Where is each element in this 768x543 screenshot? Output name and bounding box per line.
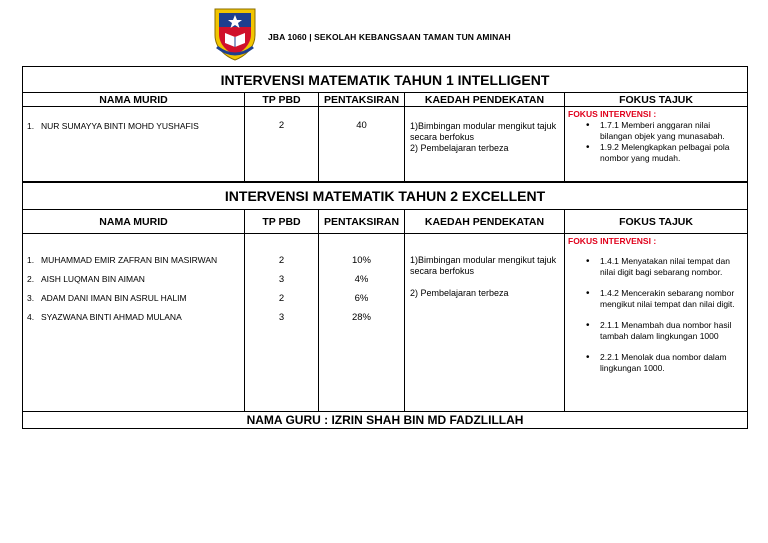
section1-kaedah xyxy=(405,107,565,182)
kaedah-item: 1)Bimbingan modular mengikut tajuk secara berfokus xyxy=(410,255,557,276)
fokus-item: • 1.4.2 Mencerakin sebarang nombor mengikut nilai tempat dan nilai digit. xyxy=(586,288,743,310)
intervention-sheet xyxy=(22,66,747,430)
section2-title: INTERVENSI MATEMATIK TAHUN 2 EXCELLENT xyxy=(23,182,748,210)
col-kaedah: KAEDAH PENDEKATAN xyxy=(405,93,565,107)
tp-value: 3 xyxy=(278,274,285,285)
school-name: JBA 1060 | SEKOLAH KEBANGSAAN TAMAN TUN AMINAH xyxy=(268,32,511,42)
section2-column-headers xyxy=(23,210,748,234)
col-pentaksiran: PENTAKSIRAN xyxy=(319,93,405,107)
section2-student-names xyxy=(23,234,245,412)
col-nama-murid: NAMA MURID xyxy=(23,93,245,107)
tp-value: 2 xyxy=(278,293,285,304)
score-value: 4% xyxy=(354,274,369,285)
student-item: 1. NUR SUMAYYA BINTI MOHD YUSHAFIS xyxy=(27,121,199,131)
document-header xyxy=(0,0,768,66)
school-crest-logo-icon xyxy=(211,5,259,61)
fokus-item: • 2.2.1 Menolak dua nombor dalam lingkungan 1000. xyxy=(586,352,743,374)
fokus-heading: FOKUS INTERVENSI : xyxy=(568,109,657,119)
fokus-item: • 1.7.1 Memberi anggaran nilai bilangan objek yang munasabah. xyxy=(586,120,743,142)
fokus-heading: FOKUS INTERVENSI : xyxy=(568,236,657,246)
col-nama-murid: NAMA MURID xyxy=(23,210,245,234)
section1-body xyxy=(23,107,748,182)
section2-body xyxy=(23,234,748,412)
intervention-table xyxy=(22,66,748,429)
section2-tp xyxy=(245,234,319,412)
fokus-item: • 1.4.1 Menyatakan nilai tempat dan nilai digit bagi sebarang nombor. xyxy=(586,256,743,278)
score-value: 28% xyxy=(351,312,371,323)
kaedah-item: 1)Bimbingan modular mengikut tajuk secara berfokus xyxy=(410,121,557,142)
teacher-name: NAMA GURU : IZRIN SHAH BIN MD FADZLILLAH xyxy=(23,412,748,429)
section1-tp: 2 xyxy=(245,107,319,182)
student-item: 4. SYAZWANA BINTI AHMAD MULANA xyxy=(27,312,182,322)
student-name: ADAM DANI IMAN BIN ASRUL HALIM xyxy=(41,293,187,303)
col-tp-pbd: TP PBD xyxy=(245,93,319,107)
tp-value: 2 xyxy=(278,255,285,266)
student-name: NUR SUMAYYA BINTI MOHD YUSHAFIS xyxy=(41,121,199,131)
section1-score: 40 xyxy=(319,107,405,182)
student-name: MUHAMMAD EMIR ZAFRAN BIN MASIRWAN xyxy=(41,255,218,265)
student-item: 3. ADAM DANI IMAN BIN ASRUL HALIM xyxy=(27,293,187,303)
col-tp-pbd: TP PBD xyxy=(245,210,319,234)
student-name: SYAZWANA BINTI AHMAD MULANA xyxy=(41,312,182,322)
col-kaedah: KAEDAH PENDEKATAN xyxy=(405,210,565,234)
section1-fokus xyxy=(565,107,748,182)
col-fokus: FOKUS TAJUK xyxy=(565,93,748,107)
kaedah-item: 2) Pembelajaran terbeza xyxy=(410,143,509,153)
fokus-item: • 2.1.1 Menambah dua nombor hasil tambah dalam lingkungan 1000 xyxy=(586,320,743,342)
col-fokus: FOKUS TAJUK xyxy=(565,210,748,234)
section2-score xyxy=(319,234,405,412)
col-pentaksiran: PENTAKSIRAN xyxy=(319,210,405,234)
student-name: AISH LUQMAN BIN AIMAN xyxy=(41,274,145,284)
section2-fokus xyxy=(565,234,748,412)
section1-student-names xyxy=(23,107,245,182)
tp-value: 3 xyxy=(278,312,285,323)
score-value: 10% xyxy=(351,255,371,266)
kaedah-item: 2) Pembelajaran terbeza xyxy=(410,288,509,298)
fokus-item: • 1.9.2 Melengkapkan pelbagai pola nombor yang mudah. xyxy=(586,142,743,164)
section1-column-headers xyxy=(23,93,748,107)
section1-title: INTERVENSI MATEMATIK TAHUN 1 INTELLIGENT xyxy=(23,67,748,93)
student-item: 2. AISH LUQMAN BIN AIMAN xyxy=(27,274,145,284)
score-value: 6% xyxy=(354,293,369,304)
student-item: 1. MUHAMMAD EMIR ZAFRAN BIN MASIRWAN xyxy=(27,255,218,265)
section2-kaedah xyxy=(405,234,565,412)
